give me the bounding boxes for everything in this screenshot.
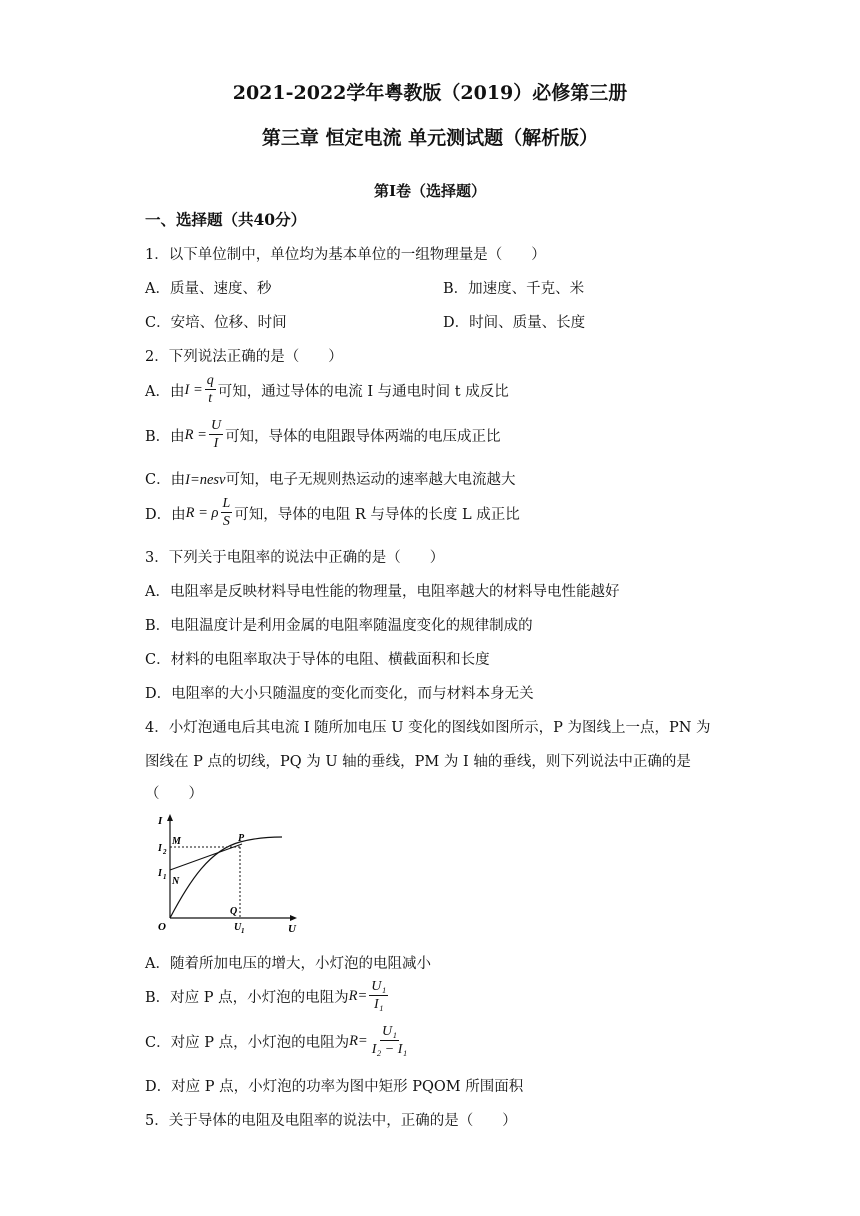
label-i1: I xyxy=(158,868,162,879)
q2-option-a xyxy=(145,374,509,406)
q4-c-denominator: I₂ − I₁ xyxy=(371,1042,408,1057)
q2-d-prefix: D．由 xyxy=(145,506,186,523)
i-axis-arrow xyxy=(167,814,173,821)
q2-b-denominator: I xyxy=(213,436,219,451)
q2-a-prefix: A．由 xyxy=(145,383,185,400)
q4-c-numerator: U₁ xyxy=(382,1024,397,1039)
label-i-axis: I xyxy=(158,815,163,827)
iu-curve-figure xyxy=(150,810,310,935)
q2-d-equation: R = ρ xyxy=(185,504,219,521)
label-q: Q xyxy=(230,906,238,917)
section-heading: 一、选择题（共40分） xyxy=(145,210,307,229)
q4-b-prefix: B．对应 P 点，小灯泡的电阻为 xyxy=(145,989,349,1006)
label-origin: O xyxy=(158,921,166,933)
document-title-line2: 第三章 恒定电流 单元测试题（解析版） xyxy=(261,127,599,149)
label-i2: I xyxy=(158,843,162,854)
q3-stem: 3．下列关于电阻率的说法中正确的是（ ） xyxy=(145,550,445,566)
q2-d-numerator: L xyxy=(222,496,231,511)
q3-option-b: B．电阻温度计是利用金属的电阻率随温度变化的规律制成的 xyxy=(145,618,533,634)
q4-b-numerator: U₁ xyxy=(371,979,387,994)
q4-b-denominator: I₁ xyxy=(374,997,384,1012)
u-axis-arrow xyxy=(290,915,297,921)
q4-b-fraction xyxy=(369,980,388,1012)
q4-stem-line3: （ ） xyxy=(145,786,203,802)
label-u-axis: U xyxy=(288,923,296,935)
q4-option-b xyxy=(145,980,390,1012)
q1-option-a: A．质量、速度、秒 xyxy=(145,281,272,297)
label-i1-subscript: 1 xyxy=(163,873,167,881)
volume-heading: 第Ⅰ卷（选择题） xyxy=(373,182,487,200)
q2-d-fraction xyxy=(221,497,233,529)
q4-option-a: A．随着所加电压的增大，小灯泡的电阻减小 xyxy=(145,956,431,972)
q2-a-numerator: q xyxy=(206,373,214,388)
label-i2-subscript: 2 xyxy=(163,848,167,856)
q4-option-d: D．对应 P 点，小灯泡的功率为图中矩形 PQOM 所围面积 xyxy=(145,1079,524,1095)
tangent-line-pn xyxy=(170,844,242,870)
label-n: N xyxy=(172,876,180,887)
q2-c-text: 可知，电子无规则热运动的速率越大电流越大 xyxy=(225,472,516,488)
label-p: P xyxy=(238,833,245,844)
q2-a-text: 可知，通过导体的电流 I 与通电时间 t 成反比 xyxy=(217,383,509,400)
q2-b-equation: R = xyxy=(184,426,207,443)
q2-c-equation: I=nesv xyxy=(185,472,226,488)
q1-option-c: C．安培、位移、时间 xyxy=(145,315,287,331)
q2-b-numerator: U xyxy=(210,418,222,433)
q2-b-fraction xyxy=(209,419,223,451)
q2-a-fraction xyxy=(205,374,216,406)
q5-stem: 5．关于导体的电阻及电阻率的说法中，正确的是（ ） xyxy=(145,1113,517,1129)
q4-stem-line2: 图线在 P 点的切线，PQ 为 U 轴的垂线，PM 为 I 轴的垂线，则下列说法中正确的是 xyxy=(145,754,691,770)
q2-a-denominator: t xyxy=(208,391,213,406)
q4-c-equation: R= xyxy=(349,1032,368,1049)
q4-c-fraction xyxy=(370,1025,410,1057)
q1-option-d: D．时间、质量、长度 xyxy=(443,315,586,331)
q1-stem: 1．以下单位制中，单位均为基本单位的一组物理量是（ ） xyxy=(145,247,546,263)
q3-option-a: A．电阻率是反映材料导电性能的物理量，电阻率越大的材料导电性能越好 xyxy=(145,584,620,600)
q2-b-prefix: B．由 xyxy=(145,428,185,445)
q2-stem: 2．下列说法正确的是（ ） xyxy=(145,349,343,365)
iu-curve xyxy=(170,837,282,918)
q4-option-c xyxy=(145,1025,411,1057)
label-m: M xyxy=(172,836,181,847)
document-title-line1: 2021-2022学年粤教版（2019）必修第三册 xyxy=(232,82,628,104)
q2-option-c xyxy=(145,468,516,489)
q3-option-c: C．材料的电阻率取决于导体的电阻、横截面积和长度 xyxy=(145,652,490,668)
q2-option-b xyxy=(145,419,501,451)
q2-a-equation: I = xyxy=(184,381,203,398)
q2-option-d xyxy=(145,497,520,529)
q4-b-equation: R= xyxy=(348,987,368,1004)
label-u1: U xyxy=(234,922,242,933)
q2-d-text: 可知，导体的电阻 R 与导体的长度 L 成正比 xyxy=(234,506,520,523)
q1-option-b: B．加速度、千克、米 xyxy=(443,281,585,297)
label-u1-subscript: 1 xyxy=(241,927,245,935)
q2-c-prefix: C．由 xyxy=(145,472,186,488)
q2-b-text: 可知，导体的电阻跟导体两端的电压成正比 xyxy=(225,428,501,445)
q4-c-prefix: C．对应 P 点，小灯泡的电阻为 xyxy=(145,1034,350,1051)
q3-option-d: D．电阻率的大小只随温度的变化而变化，而与材料本身无关 xyxy=(145,686,534,702)
q2-d-denominator: S xyxy=(222,514,230,529)
q4-stem-line1: 4．小灯泡通电后其电流 I 随所加电压 U 变化的图线如图所示，P 为图线上一点，PN 为 xyxy=(145,720,711,736)
